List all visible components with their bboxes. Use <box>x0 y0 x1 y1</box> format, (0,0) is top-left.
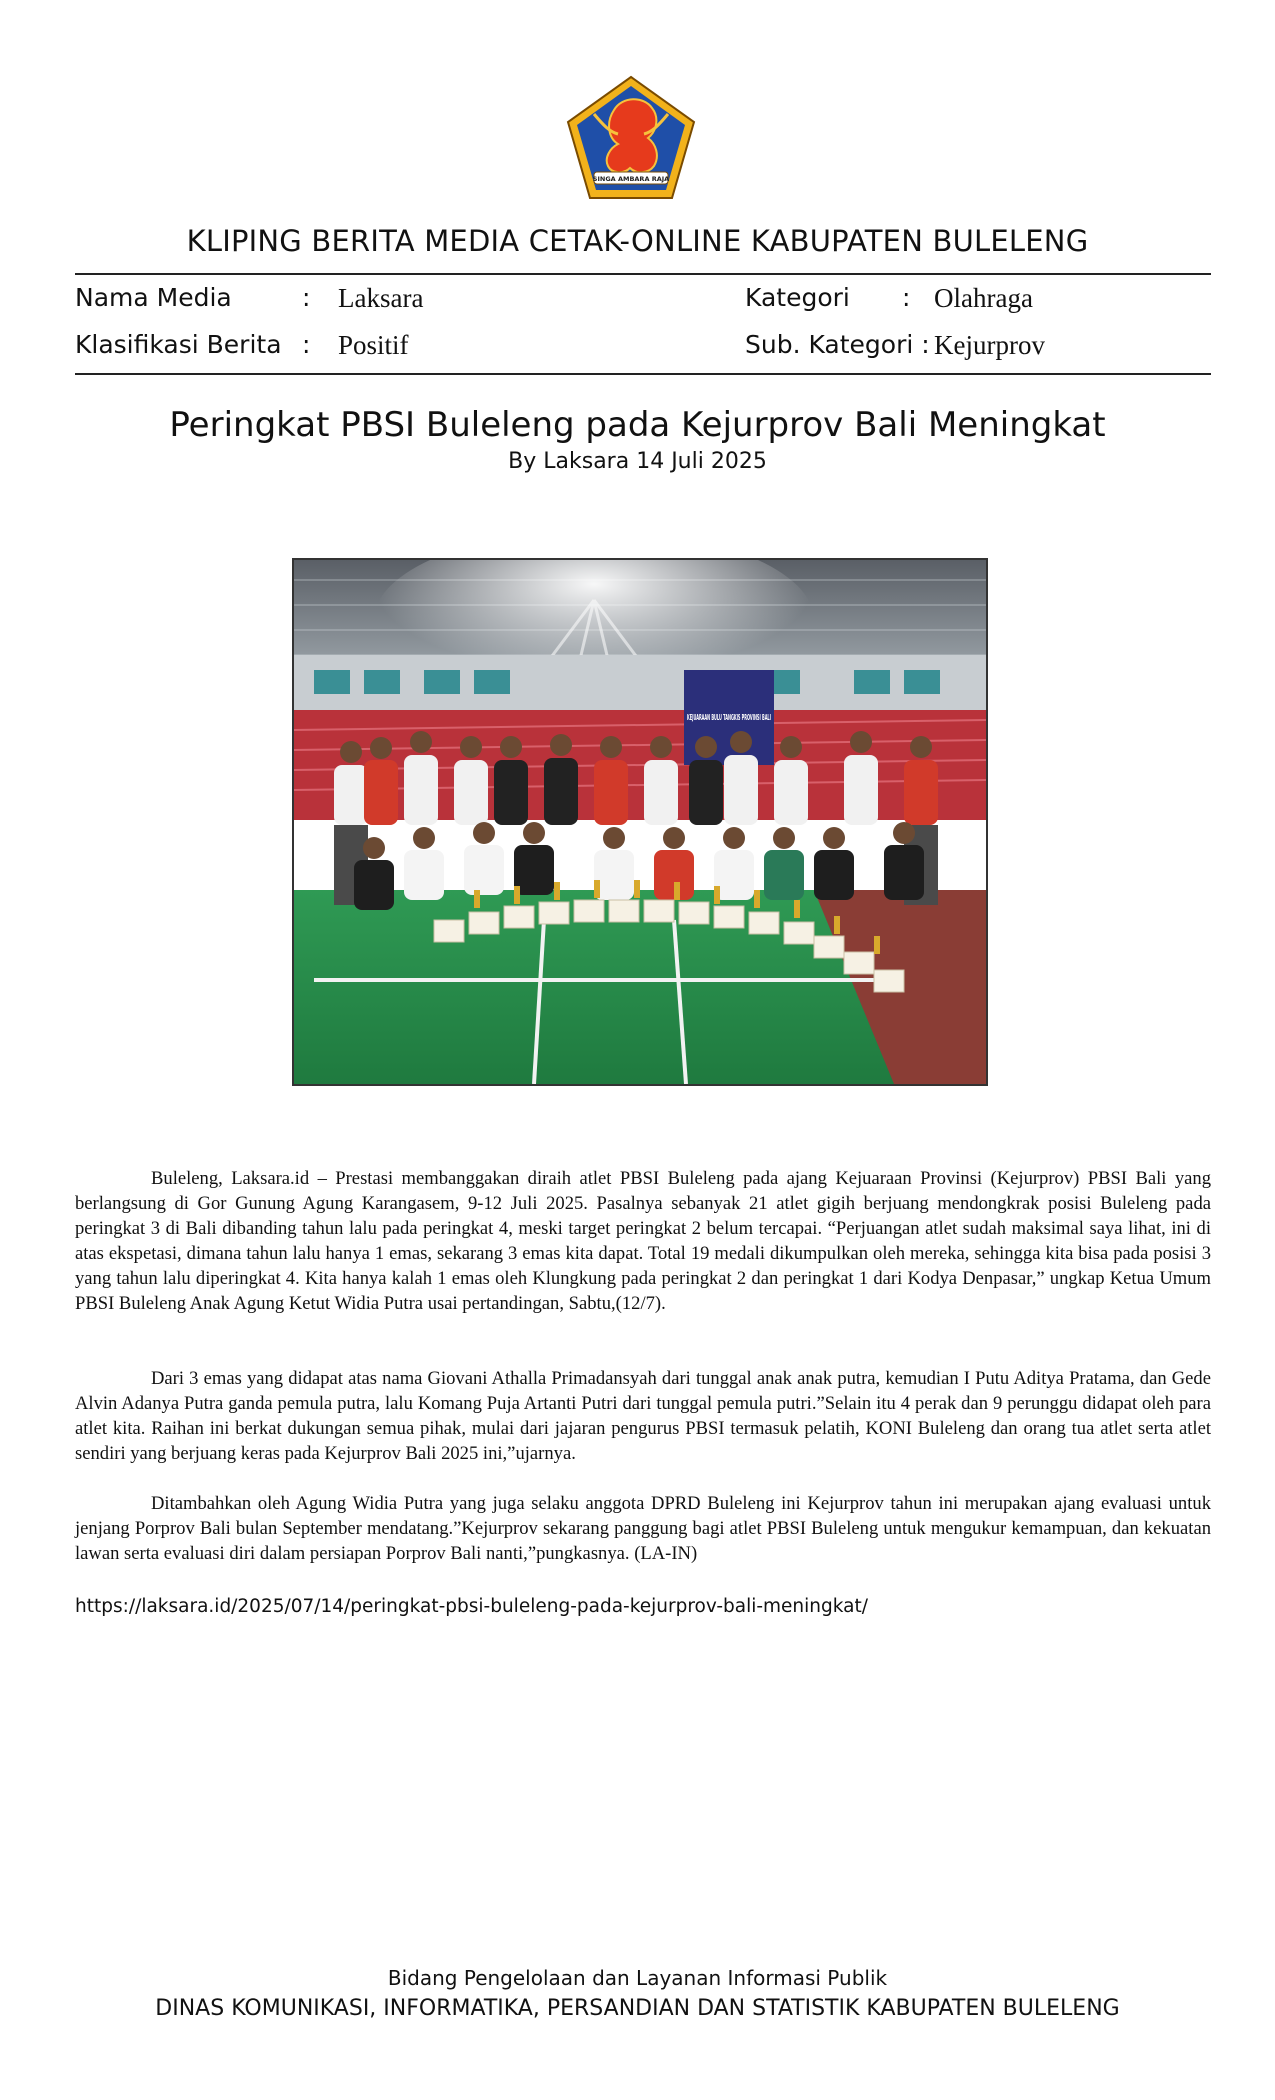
article-paragraph-1 <box>75 1166 1211 1316</box>
klasifikasi-berita-label: Klasifikasi Berita <box>75 330 282 359</box>
header-top-divider <box>75 273 1211 275</box>
clipping-header-title: KLIPING BERITA MEDIA CETAK-ONLINE KABUPATEN BULELENG <box>186 224 1089 258</box>
sub-kategori-label: Sub. Kategori : <box>745 330 930 359</box>
article-paragraph-2 <box>75 1366 1211 1466</box>
kategori-label: Kategori <box>745 283 850 312</box>
article-paragraph-2-text: Dari 3 emas yang didapat atas nama Giovani Athalla Primadansyah dari tunggal anak anak putra, kemudian I Putu Aditya Pratama, dan Gede Alvin Adanya Putra ganda pemula putra, lalu Komang Puja Artanti Putri dari tunggal pemula putri.”Selain itu 4 perak dan 9 perunggu didapat oleh para atlet kita. Raihan ini berkat dukungan semua pihak, mulai dari jajaran pengurus PBSI termasuk pelatih, KONI Buleleng dan orang tua atlet serta atlet sendiri yang berjuang keras pada Kejurprov Bali 2025 ini,”ujarnya. <box>75 1368 1211 1464</box>
article-paragraph-1-text: Buleleng, Laksara.id – Prestasi membanggakan diraih atlet PBSI Buleleng pada ajang Kejuaraan Provinsi (Kejurprov) PBSI Bali yang berlangsung di Gor Gunung Agung Karangasem, 9-12 Juli 2025. Pasalnya sebanyak 21 atlet gigih berjuang mendongkrak posisi Buleleng pada peringkat 3 di Bali dibanding tahun lalu pada peringkat 4, meski target peringkat 2 belum tercapai. “Perjuangan atlet sudah maksimal saya lihat, ini di atas ekspetasi, dimana tahun lalu hanya 1 emas, sekarang 3 emas kita dapat. Total 19 medali dikumpulkan oleh mereka, sehingga kita bisa pada posisi 3 yang tahun lalu diperingkat 4. Kita hanya kalah 1 emas oleh Klungkung pada peringkat 2 dan peringkat 1 dari Kodya Denpasar,” ungkap Ketua Umum PBSI Buleleng Anak Agung Ketut Widia Putra usai pertandingan, Sabtu,(12/7). <box>75 1168 1211 1314</box>
photo-banner-text: KEJUARAAN BULU TANGKIS PROVINSI BALI <box>687 713 772 722</box>
footer-division-name: Bidang Pengelolaan dan Layanan Informasi Publik <box>387 1966 888 1990</box>
sub-kategori-value: Kejurprov <box>934 330 1045 360</box>
kategori-colon: : <box>902 283 911 312</box>
article-paragraph-3 <box>75 1491 1211 1566</box>
article-paragraph-3-text: Ditambahkan oleh Agung Widia Putra yang juga selaku anggota DPRD Buleleng ini Kejurprov tahun ini merupakan ajang evaluasi untuk jenjang Porprov Bali bulan September mendatang.”Kejurprov sekarang panggung bagi atlet PBSI Buleleng untuk mengukur kemampuan, dan kekuatan lawan serta evaluasi diri dalam persiapan Porprov Bali nanti,”pungkasnya. (LA-IN) <box>75 1493 1211 1564</box>
header-bottom-divider <box>75 373 1211 375</box>
nama-media-colon: : <box>302 283 311 312</box>
logo-motto-text: SINGA AMBARA RAJA <box>592 175 670 183</box>
klasifikasi-berita-colon: : <box>302 330 311 359</box>
article-title: Peringkat PBSI Buleleng pada Kejurprov Bali Meningkat <box>169 405 1106 445</box>
article-byline: By Laksara 14 Juli 2025 <box>508 449 767 474</box>
buleleng-emblem-logo <box>564 74 698 202</box>
footer-department-name: DINAS KOMUNIKASI, INFORMATIKA, PERSANDIAN DAN STATISTIK KABUPATEN BULELENG <box>155 1996 1120 2021</box>
klasifikasi-berita-value: Positif <box>338 330 409 360</box>
kategori-value: Olahraga <box>934 283 1033 313</box>
article-photo <box>292 558 988 1086</box>
nama-media-value: Laksara <box>338 283 424 313</box>
source-url-link[interactable]: https://laksara.id/2025/07/14/peringkat-pbsi-buleleng-pada-kejurprov-bali-meningkat/ <box>75 1596 868 1617</box>
nama-media-label: Nama Media <box>75 283 232 312</box>
